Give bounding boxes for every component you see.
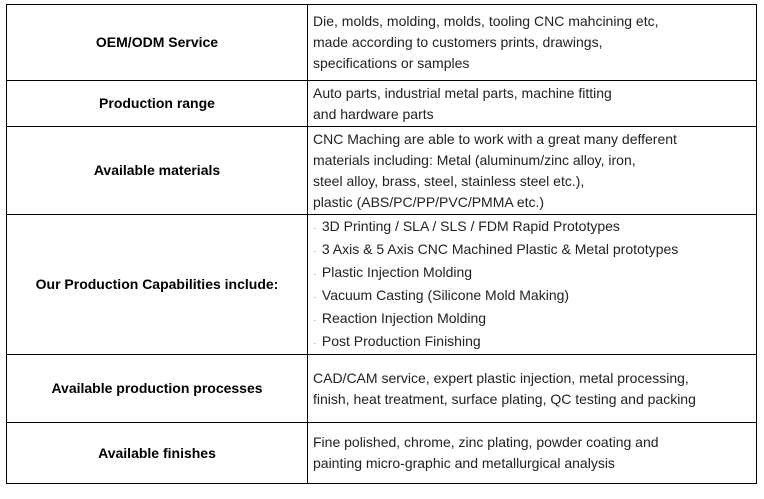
row-value <box>308 127 757 215</box>
value-line: Die, molds, molding, molds, tooling CNC mahcining etc, <box>313 13 659 29</box>
value-line: plastic (ABS/PC/PP/PVC/PMMA etc.) <box>313 193 545 210</box>
table-row-production-capabilities <box>7 215 757 355</box>
capability-text: Post Production Finishing <box>321 332 481 349</box>
capability-text: Plastic Injection Molding <box>321 263 473 280</box>
capability-text: 3 Axis & 5 Axis CNC Machined Plastic & Metal prototypes <box>321 240 679 257</box>
table-row-production-processes <box>7 355 757 423</box>
bullet-dot-icon: · <box>313 245 317 257</box>
value-line: materials including: Metal (aluminum/zinc alloy, iron, <box>313 151 636 168</box>
service-spec-table <box>6 4 757 484</box>
capability-item <box>313 331 752 354</box>
capability-item <box>313 262 752 285</box>
value-line: Fine polished, chrome, zinc plating, powder coating and <box>313 434 659 450</box>
value-line: CNC Maching are able to work with a great many defferent <box>313 130 677 147</box>
capability-text: Reaction Injection Molding <box>321 309 487 326</box>
row-label: Available materials <box>7 127 308 215</box>
capability-item <box>313 216 752 239</box>
table-row-production-range <box>7 81 757 127</box>
capability-text: 3D Printing / SLA / SLS / FDM Rapid Prototypes <box>321 217 620 234</box>
capability-item <box>313 239 752 262</box>
value-line: finish, heat treatment, surface plating, QC testing and packing <box>313 390 696 407</box>
bullet-dot-icon: · <box>313 291 317 303</box>
bullet-dot-icon: · <box>313 268 317 280</box>
bullet-dot-icon: · <box>313 337 317 349</box>
capability-item <box>313 308 752 331</box>
row-label: Available finishes <box>7 423 308 484</box>
row-label: Our Production Capabilities include: <box>7 215 308 355</box>
spec-table-wrapper <box>6 4 757 484</box>
table-row-available-materials <box>7 127 757 215</box>
capability-text: Vacuum Casting (Silicone Mold Making) <box>321 286 570 303</box>
value-line: CAD/CAM service, expert plastic injection, metal processing, <box>313 369 689 386</box>
bullet-dot-icon: · <box>313 314 317 326</box>
row-value <box>308 5 757 81</box>
capability-item <box>313 285 752 308</box>
value-line: Auto parts, industrial metal parts, machine fitting <box>313 84 612 101</box>
row-value <box>308 355 757 423</box>
value-line: specifications or samples <box>313 55 470 71</box>
value-line: painting micro-graphic and metallurgical analysis <box>313 455 615 471</box>
row-label: OEM/ODM Service <box>7 5 308 81</box>
row-value <box>308 423 757 484</box>
value-line: and hardware parts <box>313 105 434 122</box>
bullet-dot-icon: · <box>313 222 317 234</box>
table-row-oem-odm-service <box>7 5 757 81</box>
value-line: steel alloy, brass, steel, stainless steel etc.), <box>313 172 585 189</box>
row-value <box>308 215 757 355</box>
table-row-available-finishes <box>7 423 757 484</box>
row-label: Available production processes <box>7 355 308 423</box>
value-line: made according to customers prints, drawings, <box>313 34 603 50</box>
row-value <box>308 81 757 127</box>
row-label: Production range <box>7 81 308 127</box>
